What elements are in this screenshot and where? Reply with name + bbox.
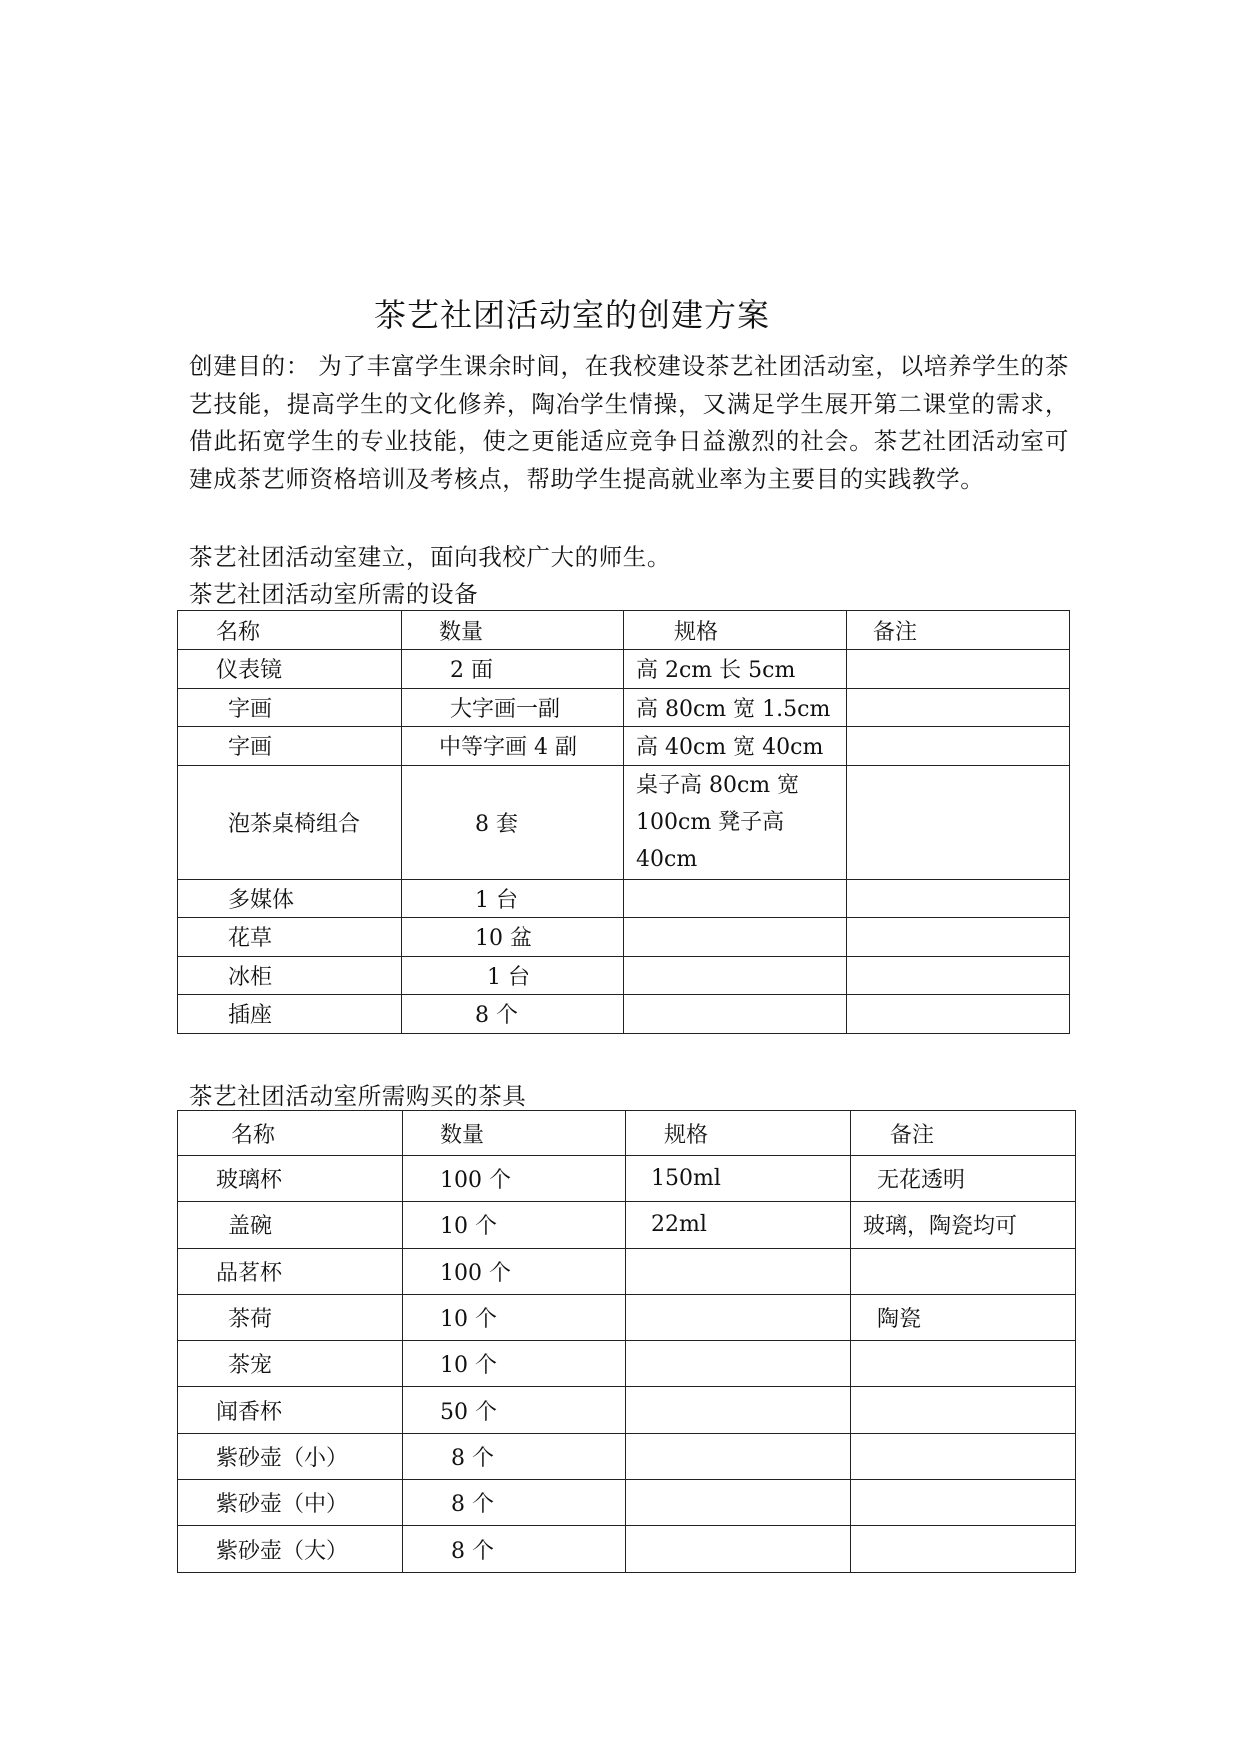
table-cell <box>178 727 402 766</box>
cell-text: 冰柜 <box>228 964 273 990</box>
table-cell <box>402 650 624 689</box>
cell-text: 泡茶桌椅组合 <box>228 811 361 837</box>
column-header <box>851 1111 1076 1156</box>
table-cell <box>626 1156 851 1202</box>
cell-text: 字画 <box>228 735 273 761</box>
table-cell <box>851 1202 1076 1248</box>
table-row <box>178 650 1070 689</box>
cell-text: 100 个 <box>440 1168 511 1194</box>
cell-text: 名称 <box>216 619 261 645</box>
cell-text: 紫砂壶（中） <box>216 1492 349 1518</box>
table-cell <box>851 1294 1076 1340</box>
cell-text: 品茗杯 <box>216 1260 283 1286</box>
column-header <box>402 611 624 650</box>
cell-text: 8 个 <box>451 1445 494 1471</box>
table-cell <box>847 879 1070 918</box>
table-cell <box>402 765 624 879</box>
table-cell <box>178 1202 403 1248</box>
table-cell <box>178 1387 403 1433</box>
cell-text: 10 个 <box>440 1214 497 1240</box>
table-cell <box>178 1526 403 1572</box>
cell-text: 陶瓷 <box>877 1307 922 1333</box>
column-header <box>626 1111 851 1156</box>
table-cell <box>178 1248 403 1294</box>
table-cell <box>851 1341 1076 1387</box>
table-cell <box>624 688 847 727</box>
table-row <box>178 765 1070 879</box>
table-cell <box>178 1156 403 1202</box>
table-cell <box>178 918 402 957</box>
table-row <box>178 1248 1076 1294</box>
table-cell <box>624 727 847 766</box>
cell-text: 100 个 <box>440 1260 511 1286</box>
teaware-heading: 茶艺社团活动室所需购买的茶具 <box>189 1082 527 1110</box>
cell-text: 备注 <box>890 1122 935 1148</box>
table-cell <box>851 1248 1076 1294</box>
table-cell <box>626 1433 851 1479</box>
cell-text: 1 台 <box>487 964 530 990</box>
cell-text: 花草 <box>228 926 273 952</box>
document-title: 茶艺社团活动室的创建方案 <box>374 296 771 334</box>
cell-text: 数量 <box>440 1122 485 1148</box>
table-cell <box>847 956 1070 995</box>
table-cell <box>624 995 847 1034</box>
equipment-table <box>177 610 1070 1034</box>
table-cell <box>178 765 402 879</box>
table-row <box>178 1341 1076 1387</box>
table-cell <box>403 1294 626 1340</box>
cell-text: 大字画一副 <box>450 696 561 722</box>
table-cell <box>624 765 847 879</box>
table-cell <box>178 1480 403 1526</box>
cell-text: 名称 <box>231 1122 276 1148</box>
cell-text: 高 40cm 宽 40cm <box>636 735 824 761</box>
cell-text: 盖碗 <box>228 1214 273 1240</box>
table-cell <box>851 1156 1076 1202</box>
table-cell <box>626 1294 851 1340</box>
table-cell <box>626 1480 851 1526</box>
table-cell <box>851 1480 1076 1526</box>
column-header <box>178 611 402 650</box>
table-row <box>178 1156 1076 1202</box>
table-cell <box>402 956 624 995</box>
table-cell <box>402 995 624 1034</box>
cell-text: 2 面 <box>450 658 493 684</box>
cell-text: 茶荷 <box>228 1307 273 1333</box>
table-cell <box>178 956 402 995</box>
table-cell <box>178 1433 403 1479</box>
column-header <box>624 611 847 650</box>
cell-text: 无花透明 <box>877 1168 966 1194</box>
table-row <box>178 956 1070 995</box>
cell-text: 10 个 <box>440 1353 497 1379</box>
table-cell <box>624 956 847 995</box>
table-cell <box>403 1202 626 1248</box>
equipment-heading: 茶艺社团活动室所需的设备 <box>189 580 479 608</box>
table-cell <box>847 727 1070 766</box>
cell-text: 50 个 <box>440 1399 497 1425</box>
cell-text: 10 盆 <box>475 926 532 952</box>
table-cell <box>624 879 847 918</box>
table-cell <box>851 1526 1076 1572</box>
table-cell <box>402 727 624 766</box>
table-row <box>178 1433 1076 1479</box>
table-cell <box>403 1387 626 1433</box>
teaware-table <box>177 1110 1076 1573</box>
cell-text: 玻璃，陶瓷均可 <box>863 1214 1018 1240</box>
table-row <box>178 1202 1076 1248</box>
column-header <box>178 1111 403 1156</box>
table-row <box>178 688 1070 727</box>
cell-text: 玻璃杯 <box>216 1168 283 1194</box>
audience-text: 茶艺社团活动室建立，面向我校广大的师生。 <box>189 543 671 571</box>
cell-text: 备注 <box>873 619 918 645</box>
column-header <box>847 611 1070 650</box>
table-row <box>178 1480 1076 1526</box>
cell-text: 仪表镜 <box>216 658 283 684</box>
table-cell <box>626 1387 851 1433</box>
table-cell <box>403 1480 626 1526</box>
table-cell <box>847 918 1070 957</box>
cell-text: 10 个 <box>440 1307 497 1333</box>
table-cell <box>626 1341 851 1387</box>
cell-text: 8 个 <box>451 1492 494 1518</box>
cell-text: 8 个 <box>451 1538 494 1564</box>
table-cell <box>851 1387 1076 1433</box>
table-cell <box>624 650 847 689</box>
table-cell <box>402 879 624 918</box>
table-row <box>178 1387 1076 1433</box>
cell-text: 紫砂壶（大） <box>216 1538 349 1564</box>
table-cell <box>178 995 402 1034</box>
table-cell <box>178 879 402 918</box>
table-cell <box>626 1526 851 1572</box>
cell-text: 插座 <box>228 1003 273 1029</box>
table-cell <box>847 688 1070 727</box>
table-cell <box>403 1156 626 1202</box>
cell-text: 高 80cm 宽 1.5cm <box>636 696 831 722</box>
cell-text: 规格 <box>664 1122 709 1148</box>
table-cell <box>403 1341 626 1387</box>
cell-text: 150ml <box>651 1166 721 1192</box>
table-cell <box>178 1294 403 1340</box>
cell-text: 多媒体 <box>228 887 295 913</box>
cell-text: 1 台 <box>475 887 518 913</box>
cell-text: 紫砂壶（小） <box>216 1445 349 1471</box>
purpose-paragraph: 创建目的： 为了丰富学生课余时间，在我校建设茶艺社团活动室，以培养学生的茶艺技能，提高学生的文化修养，陶冶学生情操，又满足学生展开第二课堂的需求，借此拓宽学生的专业技能，使之更能适应竞争日益激烈的社会。茶艺社团活动室可建成茶艺师资格培训及考核点，帮助学生提高就业率为主要目的实践教学。 <box>189 352 1069 493</box>
table-cell <box>626 1248 851 1294</box>
cell-text: 字画 <box>228 696 273 722</box>
table-cell <box>403 1433 626 1479</box>
table-cell <box>178 1341 403 1387</box>
table-cell <box>847 995 1070 1034</box>
table-cell <box>403 1526 626 1572</box>
table-row <box>178 1294 1076 1340</box>
cell-text: 数量 <box>439 619 484 645</box>
table-cell <box>178 650 402 689</box>
table-row <box>178 879 1070 918</box>
cell-text: 规格 <box>674 619 719 645</box>
table-header-row <box>178 1111 1076 1156</box>
table-cell <box>402 688 624 727</box>
table-cell <box>851 1433 1076 1479</box>
table-row <box>178 918 1070 957</box>
table-cell <box>178 688 402 727</box>
cell-text: 高 2cm 长 5cm <box>636 658 796 684</box>
table-cell <box>847 650 1070 689</box>
table-cell <box>403 1248 626 1294</box>
cell-text: 闻香杯 <box>216 1399 283 1425</box>
cell-text: 8 个 <box>475 1003 518 1029</box>
table-row <box>178 995 1070 1034</box>
table-cell <box>626 1202 851 1248</box>
table-cell <box>402 918 624 957</box>
cell-text: 桌子高 80cm 宽 100cm 凳子高 40cm <box>636 772 800 872</box>
cell-text: 22ml <box>651 1212 707 1238</box>
table-row <box>178 727 1070 766</box>
table-cell <box>624 918 847 957</box>
table-cell <box>847 765 1070 879</box>
cell-text: 8 套 <box>475 811 518 837</box>
table-header-row <box>178 611 1070 650</box>
cell-text: 茶宠 <box>228 1353 273 1379</box>
table-row <box>178 1526 1076 1572</box>
cell-text: 中等字画 4 副 <box>439 735 577 761</box>
column-header <box>403 1111 626 1156</box>
